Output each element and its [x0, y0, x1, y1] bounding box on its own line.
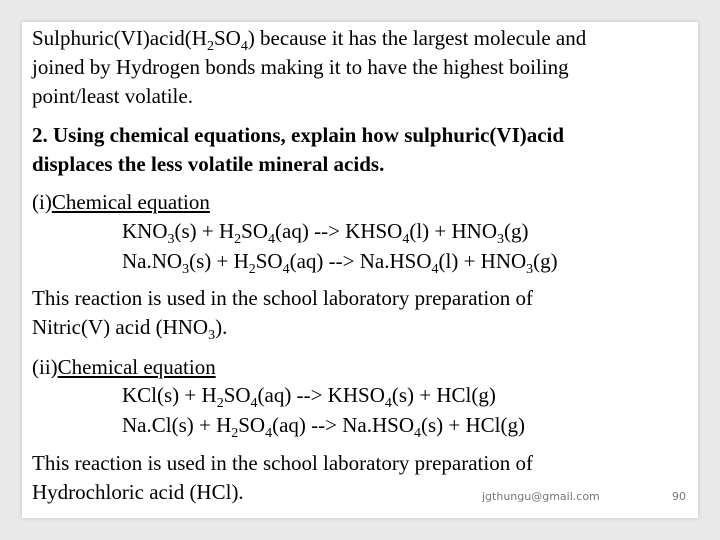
part2-equation-1: $KCl(s) + H_2SO_4(aq)$ --> $KHSO_4(s) + HCl(g)$ — [122, 383, 496, 411]
footer-email: jgthungu@gmail.com — [482, 490, 600, 503]
part2-note-line-1: This reaction is used in the school laboratory preparation of — [32, 451, 533, 475]
part1-note-line-1: This reaction is used in the school laboratory preparation of — [32, 286, 533, 310]
question-line-1: 2. Using chemical equations, explain how sulphuric(VI)acid — [32, 123, 565, 147]
part2-note-line-2: Hydrochloric acid (HCl). — [32, 480, 244, 504]
part1-equation-1: $KNO_3(s) + H_2SO_4(aq)$ --> $KHSO_4(l) + HNO_3(g)$ — [122, 219, 529, 247]
intro-line-2: joined by Hydrogen bonds making it to have the highest boiling — [32, 55, 569, 79]
part1-note-line-2: Nitric(V) acid $(HNO_3)$. — [32, 315, 228, 343]
part2-equation-2: $Na.Cl(s) + H_2SO_4(aq)$ --> $Na.HSO_4(s) + HCl(g)$ — [122, 413, 525, 441]
slide — [22, 22, 698, 518]
intro-line-3: point/least volatile. — [32, 84, 193, 108]
question-line-2: displaces the less volatile mineral acids. — [32, 152, 385, 176]
intro-line-1: $Sulphuric(VI)acid(H_2SO_4)$ because it has the largest molecule and — [32, 26, 587, 54]
part1-equation-2: $Na.NO_3(s) + H_2SO_4(aq)$ --> $Na.HSO_4(l) + HNO_3(g)$ — [122, 249, 558, 277]
part1-heading-link[interactable]: Chemical equation — [51, 190, 210, 214]
part2-heading: (ii)Chemical equation — [32, 355, 216, 379]
part1-heading: (i)Chemical equation — [32, 190, 210, 214]
part2-heading-link[interactable]: Chemical equation — [57, 355, 216, 379]
page-number: 90 — [672, 490, 686, 503]
